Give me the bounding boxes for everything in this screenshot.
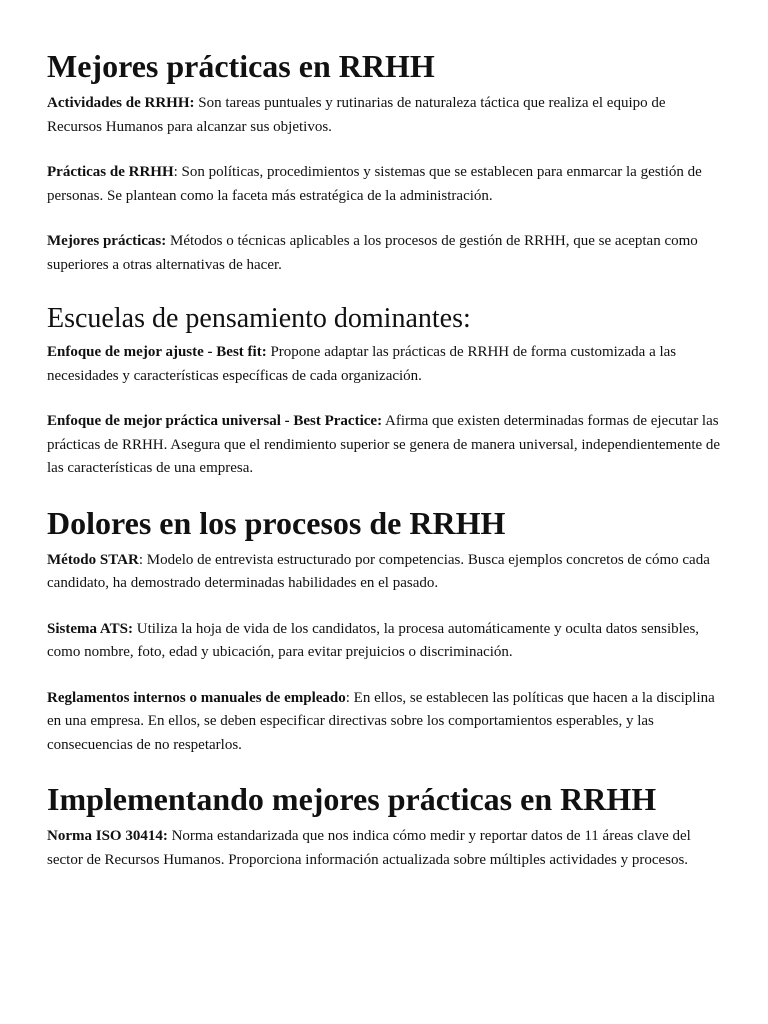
definition-text: Norma estandarizada que nos indica cómo medir y reportar datos de 11 áreas clave del sector de Recursos Humanos. Proporciona información actualizada sobre múltiples actividades y procesos. xyxy=(47,828,691,868)
definition-term: Método STAR xyxy=(47,551,139,568)
school-best-practice xyxy=(47,410,722,481)
pain-sistema-ats xyxy=(47,618,722,665)
definition-actividades xyxy=(47,92,722,139)
definition-term: Enfoque de mejor ajuste - Best fit: xyxy=(47,344,267,360)
definition-term: Mejores prácticas: xyxy=(47,233,167,249)
definition-text: Utiliza la hoja de vida de los candidatos, la procesa automáticamente y oculta datos sensibles, como nombre, foto, edad y ubicación, para evitar prejuicios o discriminación. xyxy=(47,620,700,660)
pain-metodo-star xyxy=(47,549,722,596)
definition-term: Actividades de RRHH: xyxy=(47,95,195,111)
definition-practicas xyxy=(47,161,722,208)
definition-text: : Son políticas, procedimientos y sistemas que se establecen para enmarcar la gestión de personas. Se plantean como la faceta más estratégica de la administración. xyxy=(47,164,702,204)
definition-term: Enfoque de mejor práctica universal - Best Practice: xyxy=(47,413,383,429)
pain-reglamentos xyxy=(47,687,722,758)
definition-text: Propone adaptar las prácticas de RRHH de forma customizada a las necesidades y características específicas de cada organización. xyxy=(47,344,677,384)
definition-text: : En ellos, se establecen las políticas que hacen a la disciplina en una empresa. En ellos, se deben especificar directivas sobre los comportamientos esperables, y las consecuencias de no respetarlos. xyxy=(47,689,715,753)
school-best-fit xyxy=(47,341,722,388)
definition-term: Prácticas de RRHH xyxy=(47,164,174,180)
definition-text: Afirma que existen determinadas formas de ejecutar las prácticas de RRHH. Asegura que el rendimiento superior se genera de manera universal, independientemente de las características de una empresa. xyxy=(47,413,721,476)
definition-term: Norma ISO 30414: xyxy=(47,828,168,844)
section-heading-pains: Dolores en los procesos de RRHH xyxy=(47,504,506,541)
definition-text: Métodos o técnicas aplicables a los procesos de gestión de RRHH, que se aceptan como superiores a otras alternativas de hacer. xyxy=(47,233,698,273)
section-heading-schools: Escuelas de pensamiento dominantes: xyxy=(47,303,471,334)
definition-term: Sistema ATS: xyxy=(47,620,133,637)
definition-term: Reglamentos internos o manuales de empleado xyxy=(47,689,346,706)
definition-text: : Modelo de entrevista estructurado por competencias. Busca ejemplos concretos de cómo cada candidato, ha demostrado determinadas habilidades en el pasado. xyxy=(47,551,710,591)
definition-mejores-practicas xyxy=(47,230,722,277)
implementing-iso-30414 xyxy=(47,825,722,872)
page-title: Mejores prácticas en RRHH xyxy=(47,48,435,84)
section-heading-implementing: Implementando mejores prácticas en RRHH xyxy=(47,781,657,817)
definition-text: Son tareas puntuales y rutinarias de naturaleza táctica que realiza el equipo de Recursos Humanos para alcanzar sus objetivos. xyxy=(47,95,666,135)
